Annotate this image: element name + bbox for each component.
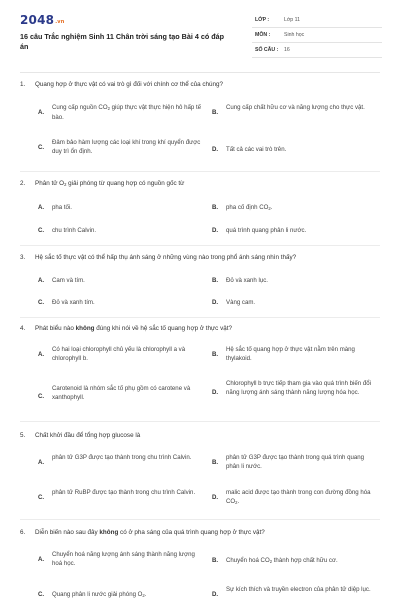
question-text	[20, 431, 380, 440]
option-label: B.	[212, 351, 219, 358]
question-divider	[20, 171, 380, 172]
question-number: 3.	[20, 254, 26, 261]
option-text	[226, 203, 376, 213]
option-label: A.	[38, 459, 45, 466]
option-label: D.	[212, 299, 219, 306]
option-text: Vàng cam.	[226, 299, 256, 306]
question-divider	[20, 317, 380, 318]
option-text: phân tử G3P được tạo thành trong chu trình Calvin.	[52, 454, 192, 461]
quiz-meta-table	[252, 13, 382, 58]
option-text-part: .	[237, 498, 240, 505]
question-4	[20, 324, 380, 333]
meta-row-grade	[252, 13, 382, 28]
option-text: Hệ sắc tố quang hợp ở thực vật nằm trên màng thylakoid.	[226, 346, 355, 362]
option-label: A.	[38, 204, 45, 211]
option-label: C.	[38, 144, 45, 151]
option-text: Cam và tím.	[52, 277, 85, 284]
page-header	[0, 0, 400, 66]
question-1	[20, 80, 380, 89]
option-text: chu trình Calvin.	[52, 227, 97, 234]
option-subscript: 2	[142, 593, 145, 599]
option-text: phân tử RuBP được tạo thành trong chu trình Calvin.	[52, 489, 196, 496]
meta-key: SỐ CÂU :	[255, 47, 279, 53]
question-text-part: đúng khi nói về hệ sắc tố quang hợp ở thực vật?	[94, 325, 232, 332]
option-subscript: 2	[269, 559, 273, 565]
header-divider	[20, 72, 380, 73]
option-label: A.	[38, 109, 45, 116]
option-text: Carotenoid là nhóm sắc tố phụ gồm có carotene và xanthophyll.	[52, 385, 191, 401]
question-text-part: Diễn biến nào sau đây	[35, 529, 100, 536]
quiz-title: 16 câu Trắc nghiệm Sinh 11 Chân trời sáng tạo Bài 4 có đáp án	[20, 32, 225, 51]
option-label: B.	[212, 109, 219, 116]
logo-suffix: .vn	[55, 19, 65, 25]
question-body: Quang hợp ở thực vật có vai trò gì đối với chính cơ thể của chúng?	[35, 81, 224, 88]
option-text: quá trình quang phân li nước.	[226, 227, 307, 234]
question-text-part: Phân tử O	[35, 180, 65, 187]
option-text	[226, 488, 376, 507]
option-label: A.	[38, 556, 45, 563]
question-text-part: có ở pha sáng của quá trình quang hợp ở thực vật?	[118, 529, 265, 536]
option-text	[226, 556, 386, 566]
question-text	[20, 80, 380, 89]
option-label: C.	[38, 393, 45, 400]
question-number: 1.	[20, 81, 26, 88]
question-number: 6.	[20, 529, 26, 536]
question-text-part: Phát biểu nào	[35, 325, 76, 332]
question-6	[20, 528, 380, 537]
question-divider	[20, 519, 380, 520]
option-label: C.	[38, 299, 45, 306]
question-text	[20, 253, 380, 262]
question-body	[35, 529, 265, 536]
option-label: C.	[38, 494, 45, 501]
option-label: B.	[212, 204, 219, 211]
option-label: B.	[212, 459, 219, 466]
option-text: Có hai loại chlorophyll chủ yếu là chlorophyll a và chlorophyll b.	[52, 346, 186, 362]
option-text: Chuyển hoá năng lượng ánh sáng thành năng lượng hoá học.	[52, 551, 195, 567]
option-subscript: 2	[235, 500, 238, 506]
option-label: B.	[212, 557, 219, 564]
option-text: pha tối.	[52, 204, 72, 211]
option-text: Đỏ và xanh lục.	[226, 277, 269, 284]
option-text: Đỏ và xanh tím.	[52, 299, 95, 306]
meta-key: MÔN :	[255, 32, 271, 38]
option-label: D.	[212, 591, 219, 598]
question-body	[35, 180, 184, 187]
option-label: C.	[38, 227, 45, 234]
question-text	[20, 179, 380, 189]
question-body: Hệ sắc tố thực vật có thể hấp thụ ánh sáng ở những vùng nào trong phổ ánh sáng nhìn thấy?	[35, 254, 297, 261]
option-text-part: .	[144, 591, 147, 598]
question-emphasis: không	[75, 325, 95, 332]
option-text: Cung cấp chất hữu cơ và năng lượng cho thực vật.	[226, 104, 365, 111]
option-text	[52, 103, 202, 122]
option-text	[52, 590, 202, 600]
option-subscript: 2	[268, 206, 271, 212]
option-label: C.	[38, 591, 45, 598]
option-label: D.	[212, 146, 219, 153]
option-text: Tất cả các vai trò trên.	[226, 146, 287, 153]
question-number: 5.	[20, 432, 26, 439]
option-label: B.	[212, 277, 219, 284]
question-3	[20, 253, 380, 262]
option-text: Đảm bảo hàm lượng các loại khí trong khí quyển được duy trì ổn định.	[52, 139, 201, 155]
option-text-part: Chuyển hoá CO	[226, 557, 270, 564]
option-text: Chlorophyll b trực tiếp tham gia vào quá trình biến đổi năng lượng ánh sáng thành năng lượng hóa học.	[226, 380, 371, 396]
question-number: 2.	[20, 180, 26, 187]
option-text-part: malic acid được tạo thành trong con đường đồng hóa CO	[226, 489, 371, 505]
option-text: phân tử G3P được tạo thành trong quá trình quang phân li nước.	[226, 454, 365, 470]
question-subscript: 2	[64, 182, 67, 188]
option-subscript: 2	[107, 106, 110, 112]
meta-value: Lớp 11	[284, 17, 300, 23]
question-body: Chất khởi đầu để tổng hợp glucose là	[35, 432, 141, 439]
question-number: 4.	[20, 325, 26, 332]
option-label: A.	[38, 351, 45, 358]
question-text	[20, 528, 380, 537]
option-text-part: Cung cấp nguồn CO	[52, 104, 108, 111]
option-text: Sự kích thích và truyền electron của phân tử diệp lục.	[226, 586, 371, 593]
option-text-part: giúp thực vật thực hiện hô hấp tế bào.	[52, 104, 202, 122]
option-text-part: .	[270, 204, 273, 211]
question-text	[20, 324, 380, 333]
logo-text: 2048	[20, 13, 55, 27]
option-label: D.	[212, 389, 219, 396]
question-emphasis: không	[99, 529, 119, 536]
meta-value: Sinh học	[284, 32, 305, 38]
question-2	[20, 179, 380, 189]
question-divider	[20, 245, 380, 246]
option-label: D.	[212, 494, 219, 501]
meta-row-subject	[252, 28, 382, 43]
question-body	[35, 325, 232, 332]
option-text-part: pha cố định CO	[226, 204, 269, 211]
option-text-part: Quang phân li nước giải phóng O	[52, 591, 143, 598]
option-text-part: thành hợp chất hữu cơ.	[272, 557, 338, 564]
meta-row-count	[252, 43, 382, 58]
question-5	[20, 431, 380, 440]
site-logo[interactable]	[20, 13, 65, 27]
option-label: A.	[38, 277, 45, 284]
meta-key: LỚP :	[255, 17, 270, 23]
option-label: D.	[212, 227, 219, 234]
meta-value: 16	[284, 47, 290, 53]
question-text-part: giải phóng từ quang hợp có nguồn gốc từ	[66, 180, 185, 187]
question-divider	[20, 421, 380, 422]
